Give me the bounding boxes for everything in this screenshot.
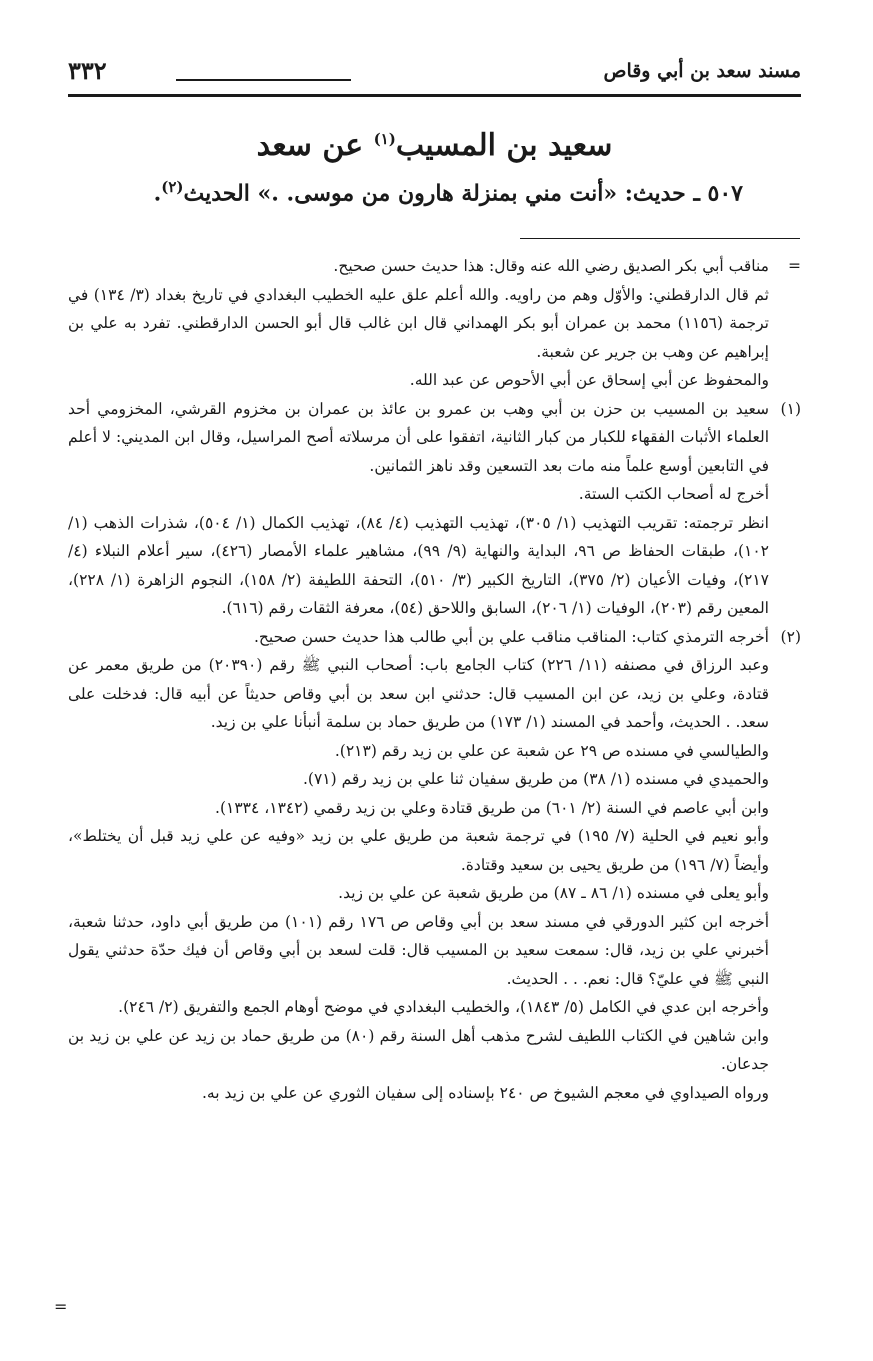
footnote-ref[interactable]: (١) bbox=[373, 130, 396, 148]
footnote-paragraph: وعبد الرزاق في مصنفه (١١/ ٢٢٦) كتاب الجامع باب: أصحاب النبي ﷺ رقم (٢٠٣٩٠) من طريق معمر عن قتادة، وعلي بن زيد، عن ابن المسيب قال: حدثني ابن سعد بن أبي وقاص حديثاً عن أبيه قال: فدخلت على سعد. . الحديث، وأحمد في المسند (١/ ١٧٣) من طريق حماد بن سلمة أنبأنا علي بن زيد. bbox=[68, 656, 769, 731]
footnote-paragraph: والحميدي في مسنده (١/ ٣٨) من طريق سفيان ثنا علي بن زيد رقم (٧١). bbox=[303, 770, 769, 788]
footnote-ref[interactable]: (٢) bbox=[161, 178, 184, 196]
footnote-paragraph: وأبو يعلى في مسنده (١/ ٨٦ ـ ٨٧) من طريق شعبة عن علي بن زيد. bbox=[338, 884, 769, 902]
footnote-paragraph: وابن أبي عاصم في السنة (٢/ ٦٠١) من طريق قتادة وعلي بن زيد رقمي (١٣٤٢، ١٣٣٤). bbox=[215, 798, 769, 817]
footnote-paragraph: ورواه الصيداوي في معجم الشيوخ ص ٢٤٠ بإسناده إلى سفيان الثوري عن علي بن زيد به. bbox=[202, 1083, 769, 1102]
footnote-paragraph: وابن شاهين في الكتاب اللطيف لشرح مذهب أهل السنة رقم (٨٠) من طريق حماد بن زيد عن علي بن زيد بن جدعان. bbox=[68, 1026, 769, 1073]
running-title: مسند سعد بن أبي وقاص bbox=[603, 60, 801, 82]
running-header bbox=[68, 56, 801, 97]
footnote-paragraph: وأخرجه ابن عدي في الكامل (٥/ ١٨٤٣)، والخطيب البغدادي في موضح أوهام الجمع والتفريق (٢/ ٢٤٦). bbox=[118, 998, 769, 1016]
footnote-1 bbox=[68, 395, 801, 623]
section-title bbox=[68, 128, 801, 163]
hadith-text: ٥٠٧ ـ حديث: «أنت مني بمنزلة هارون من موسى. .» الحديث bbox=[183, 180, 743, 207]
footnote-body bbox=[68, 623, 769, 1108]
hadith-heading bbox=[103, 178, 743, 206]
footnote-paragraph: انظر ترجمته: تقريب التهذيب (١/ ٣٠٥)، تهذيب التهذيب (٤/ ٨٤)، تهذيب الكمال (١/ ٥٠٤)، شذرات الذهب (١/ ١٠٢)، طبقات الحفاظ ص ٩٦، البداية والنهاية (٩/ ٩٩)، مشاهير علماء الأمصار (٤٢٦)، سير أعلام النبلاء (٤/ ٢١٧)، وفيات الأعيان (٢/ ٣٧٥)، التاريخ الكبير (٣/ ٥١٠)، التحفة اللطيفة (٢/ ١٥٨)، النجوم الزاهرة (١/ ٢٢٨)، المعين رقم (٢٠٣)، الوفيات (١/ ٢٠٦)، السابق واللاحق (٥٤)، معرفة الثقات رقم (٦١٦). bbox=[68, 513, 770, 617]
footnote-paragraph: أخرج له أصحاب الكتب الستة. bbox=[578, 485, 769, 503]
footnote-paragraph: سعيد بن المسيب بن حزن بن أبي وهب بن عمرو بن عائذ بن عمران بن مخزوم القرشي، المخزومي أحد العلماء الأثبات الفقهاء للكبار من كبار الثانية، اتفقوا على أن مرسلاته أصح المراسيل، وقال ابن المديني: لا أعلم في التابعين أوسع علماً منه مات بعد التسعين وقد ناهز الثمانين. bbox=[68, 399, 769, 475]
section-title-text: سعيد بن المسيب bbox=[395, 128, 613, 163]
page-number: ٣٣٢ bbox=[68, 56, 107, 85]
footnote-paragraph: مناقب أبي بكر الصديق رضي الله عنه وقال: هذا حديث حسن صحيح. bbox=[333, 257, 769, 275]
footnote-paragraph: أخرجه الترمذي كتاب: المناقب مناقب علي بن أبي طالب هذا حديث حسن صحيح. bbox=[253, 627, 769, 646]
header-rule bbox=[176, 79, 351, 81]
footnote-body bbox=[68, 395, 769, 623]
footnote-mark: (٢) bbox=[780, 627, 801, 646]
footnote-paragraph: وأبو نعيم في الحلية (٧/ ١٩٥) في ترجمة شعبة من طريق علي بن زيد «وفيه عن علي زيد قبل أن يختلط»، وأيضاً (٧/ ١٩٦) من طريق يحيى بن سعيد وقتادة. bbox=[68, 827, 769, 874]
footnotes bbox=[68, 252, 801, 1107]
footnote-paragraph: والمحفوظ عن أبي إسحاق عن أبي الأحوص عن عبد الله. bbox=[409, 371, 769, 389]
footnote-separator bbox=[520, 238, 800, 239]
continuation-mark: = bbox=[54, 1297, 68, 1316]
footnote-paragraph: والطيالسي في مسنده ص ٢٩ عن شعبة عن علي بن زيد رقم (٢١٣). bbox=[334, 741, 769, 760]
footnote-2 bbox=[68, 623, 801, 1108]
hadith-end: . bbox=[153, 180, 162, 207]
footnote-body bbox=[68, 252, 769, 395]
section-title-suffix: عن سعد bbox=[256, 128, 374, 163]
footnote-paragraph: ثم قال الدارقطني: والأوّل وهم من راويه. والله أعلم علق عليه الخطيب البغدادي في تاريخ بغداد (٣/ ١٣٤) في ترجمة (١١٥٦) محمد بن عمران أبو بكر الهمداني قال ابن غالب قال أبو الحسن الدارقطني. تفرد به علي بن إبراهيم عن وهب بن جرير عن شعبة. bbox=[68, 285, 770, 361]
footnote-paragraph: أخرجه ابن كثير الدورقي في مسند سعد بن أبي وقاص ص ١٧٦ رقم (١٠١) من طريق أبي داود، حدثنا شعبة، أخبرني علي بن زيد، قال: سمعت سعيد بن المسيب قال: قلت لسعد بن أبي وقاص أن فيك حدّة حدثني يقول النبي ﷺ في عليّ؟ قال: نعم. . . الحديث. bbox=[68, 912, 769, 988]
footnote-continued bbox=[68, 252, 801, 395]
footnote-mark: = bbox=[788, 257, 801, 275]
footnote-mark: (١) bbox=[780, 399, 801, 418]
